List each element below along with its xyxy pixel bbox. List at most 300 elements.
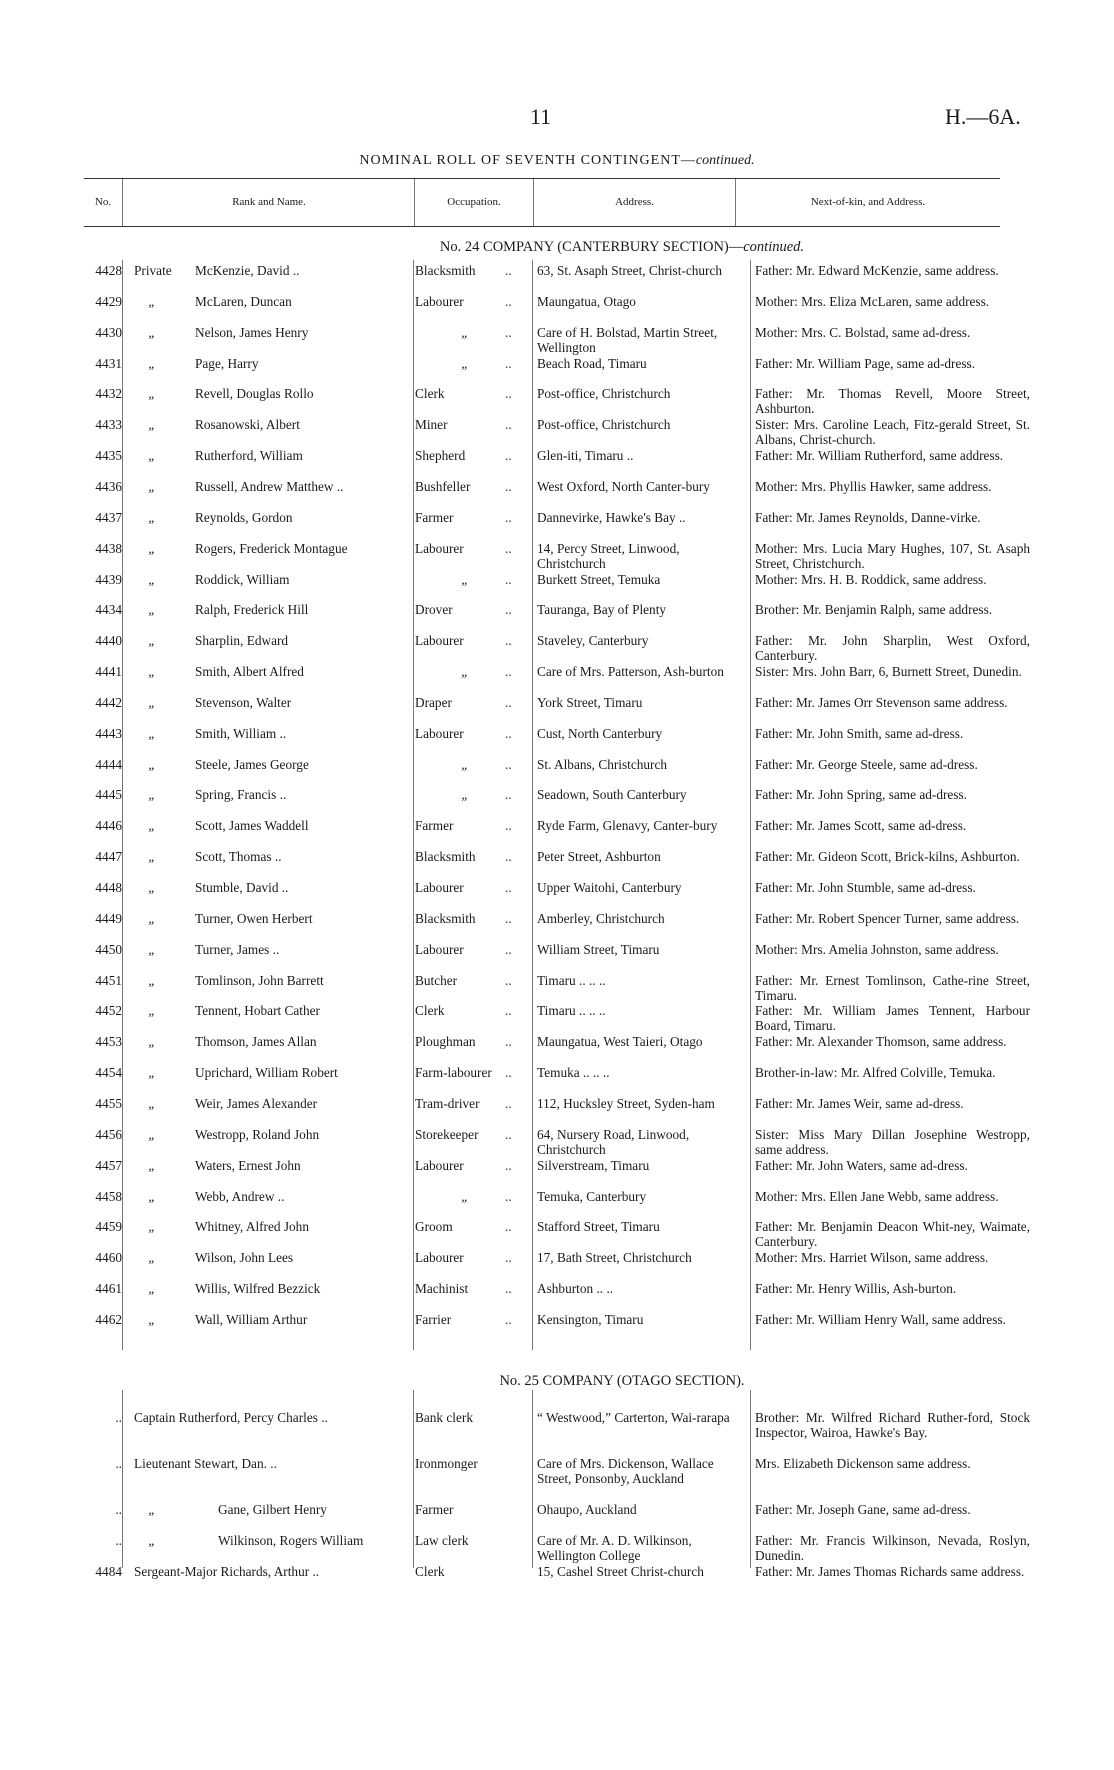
row-address: Stafford Street, Timaru [537,1219,660,1235]
row-number: 4484 [95,1564,122,1579]
row-number: .. [115,1502,122,1517]
row-rank: „ [148,478,156,494]
row-address: York Street, Timaru [537,694,643,710]
dot-leader: .. [505,509,512,525]
row-address: Tauranga, Bay of Plenty [537,602,667,618]
row-rank: „ [148,293,156,309]
row-number: 4455 [95,1095,122,1111]
table-row [0,479,1114,509]
row-name: Ralph, Frederick Hill [195,602,309,618]
row-name: Whitney, Alfred John [195,1219,309,1235]
table-row [0,1281,1114,1311]
row-next-of-kin: Father: Mr. Ernest Tomlinson, Cathe-rine Street, Timaru. [755,972,1030,1003]
row-rank: „ [148,1502,156,1517]
row-occupation: Labourer [415,540,464,556]
row-number: 4459 [95,1219,122,1235]
table-row [0,325,1114,355]
row-occupation: Farmer [415,1502,454,1517]
row-rank: „ [148,355,156,371]
row-number: 4430 [95,324,122,340]
dot-leader: .. [505,448,512,464]
row-rank: „ [148,694,156,710]
row-occupation: „ [461,787,469,803]
row-address: 17, Bath Street, Christchurch [537,1250,692,1266]
row-name: Smith, Albert Alfred [195,664,304,680]
dot-leader: .. [505,1219,512,1235]
title-main: NOMINAL ROLL OF SEVENTH CONTINGENT— [359,153,696,168]
table-row [0,1312,1114,1342]
row-number: 4439 [95,571,122,587]
row-occupation: Tram-driver [415,1095,480,1111]
row-name: Russell, Andrew Matthew .. [195,478,344,494]
dot-leader: .. [505,324,512,340]
row-rank: „ [148,910,156,926]
row-occupation: Law clerk [415,1533,469,1548]
table-row [0,664,1114,694]
row-rank: „ [148,386,156,402]
row-number: 4429 [95,293,122,309]
row-next-of-kin: Father: Mr. John Waters, same ad-dress. [755,1157,968,1173]
row-number: 4461 [95,1281,122,1297]
row-rank: „ [148,1003,156,1019]
row-occupation: Labourer [415,293,464,309]
row-name: Nelson, James Henry [195,324,309,340]
row-next-of-kin: Mother: Mrs. Lucia Mary Hughes, 107, St. Asaph Street, Christchurch. [755,540,1030,571]
row-address: 112, Hucksley Street, Syden-ham [537,1095,715,1111]
row-next-of-kin: Father: Mr. Benjamin Deacon Whit-ney, Waimate, Canterbury. [755,1219,1030,1250]
row-rank: „ [148,1065,156,1081]
row-rank: „ [148,540,156,556]
row-occupation: „ [461,1188,469,1204]
row-occupation: Farm-labourer [415,1065,492,1081]
row-occupation: Labourer [415,633,464,649]
row-rank: „ [148,756,156,772]
dot-leader: .. [505,355,512,371]
dot-leader: .. [505,263,512,278]
table-row [0,1533,1114,1563]
row-rank: „ [148,417,156,433]
dot-leader: .. [505,664,512,680]
table-row [0,510,1114,540]
row-rank: „ [148,880,156,895]
row-occupation: Labourer [415,880,464,895]
row-occupation: Labourer [415,1250,464,1266]
row-name: Rosanowski, Albert [195,417,300,433]
row-next-of-kin: Father: Mr. William Page, same ad-dress. [755,355,976,371]
row-next-of-kin: Mother: Mrs. Eliza McLaren, same address. [755,293,990,309]
row-next-of-kin: Father: Mr. George Steele, same ad-dress. [755,756,978,772]
row-number: 4449 [95,910,122,926]
row-address: Post-office, Christchurch [537,417,671,433]
row-next-of-kin: Father: Mr. John Spring, same ad-dress. [755,787,967,803]
row-rank: „ [148,1034,156,1050]
row-occupation: Miner [415,417,448,433]
row-name: Westropp, Roland John [195,1126,320,1142]
table-row [0,1456,1114,1486]
row-number: 4435 [95,448,122,464]
row-address: 15, Cashel Street Christ-church [537,1564,704,1579]
row-rank: „ [148,1281,156,1297]
section-heading-canterbury [0,239,1114,256]
row-number: 4433 [95,417,122,433]
row-name: Uprichard, William Robert [195,1065,338,1081]
row-address: Amberley, Christchurch [537,910,665,926]
row-name: Willis, Wilfred Bezzick [195,1281,321,1297]
table-row [0,294,1114,324]
row-next-of-kin: Father: Mr. Gideon Scott, Brick-kilns, Ashburton. [755,849,1020,865]
row-occupation: Draper [415,694,452,710]
row-number: .. [115,1456,122,1471]
row-next-of-kin: Mrs. Elizabeth Dickenson same address. [755,1456,971,1471]
table-row [0,942,1114,972]
dot-leader: .. [505,540,512,556]
row-address: Kensington, Timaru [537,1311,644,1327]
row-next-of-kin: Sister: Mrs. Caroline Leach, Fitz-gerald Street, St. Albans, Christ-church. [755,417,1030,448]
dot-leader: .. [505,1188,512,1204]
row-number: 4447 [95,849,122,865]
row-address: Maungatua, Otago [537,293,636,309]
row-address: Beach Road, Timaru [537,355,647,371]
row-number: 4431 [95,355,122,371]
table-row [0,973,1114,1003]
row-number: 4436 [95,478,122,494]
table-row [0,448,1114,478]
row-address: Post-office, Christchurch [537,386,671,402]
row-next-of-kin: Mother: Mrs. Ellen Jane Webb, same address. [755,1188,999,1204]
row-rank: „ [148,787,156,803]
row-occupation: Ironmonger [415,1456,478,1471]
row-next-of-kin: Father: Mr. James Thomas Richards same address. [755,1564,1025,1579]
row-name: Rogers, Frederick Montague [195,540,348,556]
row-name: Weir, James Alexander [195,1095,318,1111]
row-number: 4448 [95,880,122,895]
row-rank: „ [148,1533,156,1548]
table-row [0,1065,1114,1095]
row-next-of-kin: Sister: Miss Mary Dillan Josephine Westropp, same address. [755,1126,1030,1157]
table-row [0,726,1114,756]
header-address: Address. [615,196,654,208]
row-next-of-kin: Brother: Mr. Benjamin Ralph, same address. [755,602,993,618]
row-address: West Oxford, North Canter-bury [537,478,710,494]
row-next-of-kin: Father: Mr. Joseph Gane, same ad-dress. [755,1502,971,1517]
table-row [0,602,1114,632]
row-name: Stevenson, Walter [195,694,292,710]
row-number: 4441 [95,664,122,680]
row-address: Care of Mrs. Dickenson, Wallace Street, Ponsonby, Auckland [537,1456,714,1486]
row-next-of-kin: Mother: Mrs. H. B. Roddick, same address. [755,571,987,587]
row-address: William Street, Timaru [537,941,660,957]
table-row [0,911,1114,941]
dot-leader: .. [505,694,512,710]
dot-leader: .. [505,972,512,988]
dot-leader: .. [505,602,512,618]
row-next-of-kin: Father: Mr. Edward McKenzie, same address. [755,263,999,278]
table-row [0,1158,1114,1188]
row-address: Burkett Street, Temuka [537,571,661,587]
row-rank: „ [148,972,156,988]
row-rank: „ [148,849,156,865]
dot-leader: .. [505,1311,512,1327]
row-name: Sharplin, Edward [195,633,289,649]
table-row [0,541,1114,571]
table-row [0,1564,1114,1594]
row-address: Peter Street, Ashburton [537,849,661,865]
table-row [0,1250,1114,1280]
dot-leader: .. [505,1126,512,1142]
row-name: McKenzie, David .. [195,263,300,278]
row-name: Wall, William Arthur [195,1311,308,1327]
row-occupation: Blacksmith [415,849,476,865]
row-occupation: Blacksmith [415,263,476,278]
table-row [0,1003,1114,1033]
row-address: Care of Mr. A. D. Wilkinson, Wellington College [537,1533,692,1563]
header-divider [735,179,736,226]
document-reference: H.—6A. [945,104,1021,129]
row-name: Stumble, David .. [195,880,289,895]
row-address: Temuka .. .. .. [537,1065,610,1081]
row-name: Tomlinson, John Barrett [195,972,324,988]
dot-leader: .. [505,478,512,494]
row-number: 4442 [95,694,122,710]
section-continued: continued. [743,239,805,255]
row-name: Spring, Francis .. [195,787,287,803]
row-number: 4440 [95,633,122,649]
row-address: Timaru .. .. .. [537,1003,606,1019]
row-next-of-kin: Brother-in-law: Mr. Alfred Colville, Temuka. [755,1065,996,1081]
row-next-of-kin: Father: Mr. William James Tennent, Harbour Board, Timaru. [755,1003,1030,1034]
row-rank: „ [148,1219,156,1235]
row-number: 4450 [95,941,122,957]
row-rank: „ [148,1157,156,1173]
dot-leader: .. [505,880,512,895]
row-occupation: Machinist [415,1281,469,1297]
table-row [0,1219,1114,1249]
dot-leader: .. [505,1281,512,1297]
row-name: Gane, Gilbert Henry [218,1502,327,1517]
row-address: Ashburton .. .. [537,1281,614,1297]
row-number: 4453 [95,1034,122,1050]
table-row [0,849,1114,879]
row-address: Timaru .. .. .. [537,972,606,988]
row-address: Ohaupo, Auckland [537,1502,637,1517]
header-next-of-kin: Next-of-kin, and Address. [810,196,926,208]
row-name: Turner, James .. [195,941,280,957]
row-next-of-kin: Sister: Mrs. John Barr, 6, Burnett Street, Dunedin. [755,664,1022,680]
section-title: No. 24 COMPANY (CANTERBURY SECTION)— [439,239,744,255]
table-row [0,1189,1114,1219]
row-rank: „ [148,633,156,649]
table-row [0,263,1114,293]
row-occupation: Bushfeller [415,478,471,494]
row-next-of-kin: Father: Mr. Robert Spencer Turner, same address. [755,910,1020,926]
row-occupation: „ [461,756,469,772]
row-rank: „ [148,725,156,741]
row-name: Tennent, Hobart Cather [195,1003,320,1019]
row-name: Revell, Douglas Rollo [195,386,314,402]
table-header [84,178,1000,227]
dot-leader: .. [505,633,512,649]
row-rank: „ [148,509,156,525]
row-address: Temuka, Canterbury [537,1188,647,1204]
row-address: Dannevirke, Hawke's Bay .. [537,509,686,525]
row-next-of-kin: Father: Mr. Alexander Thomson, same address. [755,1034,1007,1050]
dot-leader: .. [505,571,512,587]
row-address: Silverstream, Timaru [537,1157,650,1173]
row-address: Care of H. Bolstad, Martin Street, Wellington [537,324,718,355]
row-occupation: Clerk [415,1564,445,1579]
row-name: Wilkinson, Rogers William [218,1533,364,1548]
row-number: .. [115,1533,122,1548]
row-next-of-kin: Father: Mr. Thomas Revell, Moore Street, Ashburton. [755,386,1030,417]
row-rank: „ [148,1188,156,1204]
row-number: 4434 [95,602,122,618]
row-address: Ryde Farm, Glenavy, Canter-bury [537,818,718,834]
dot-leader: .. [505,1095,512,1111]
dot-leader: .. [505,725,512,741]
row-occupation: Drover [415,602,453,618]
row-name: McLaren, Duncan [195,293,292,309]
table-row [0,880,1114,910]
table-row [0,818,1114,848]
row-name: Turner, Owen Herbert [195,910,313,926]
row-number: 4458 [95,1188,122,1204]
row-next-of-kin: Father: Mr. Henry Willis, Ash-burton. [755,1281,957,1297]
table-row [0,1410,1114,1440]
row-name: Thomson, James Allan [195,1034,317,1050]
row-name: Smith, William .. [195,725,287,741]
row-address: Maungatua, West Taieri, Otago [537,1034,703,1050]
row-occupation: Shepherd [415,448,466,464]
table-row [0,1127,1114,1157]
row-number: 4462 [95,1311,122,1327]
row-next-of-kin: Father: Mr. William Rutherford, same address. [755,448,1004,464]
table-row [0,757,1114,787]
row-rank: Sergeant-Major Richards, Arthur .. [134,1564,320,1579]
table-row [0,695,1114,725]
table-row [0,1096,1114,1126]
header-no: No. [94,196,112,208]
row-address: St. Albans, Christchurch [537,756,668,772]
row-number: .. [115,1410,122,1425]
row-next-of-kin: Father: Mr. John Sharplin, West Oxford, Canterbury. [755,633,1030,664]
row-occupation: Ploughman [415,1034,476,1050]
row-number: 4432 [95,386,122,402]
row-name: Roddick, William [195,571,290,587]
row-address: Care of Mrs. Patterson, Ash-burton [537,664,724,680]
page-number: 11 [530,104,552,129]
row-name: Wilson, John Lees [195,1250,294,1266]
row-name: Rutherford, William [195,448,303,464]
row-rank: „ [148,664,156,680]
row-number: 4443 [95,725,122,741]
row-next-of-kin: Father: Mr. John Stumble, same ad-dress. [755,880,976,895]
row-next-of-kin: Father: Mr. Francis Wilkinson, Nevada, Roslyn, Dunedin. [755,1533,1030,1563]
dot-leader: .. [505,1157,512,1173]
row-occupation: Farmer [415,509,454,525]
row-number: 4460 [95,1250,122,1266]
row-next-of-kin: Mother: Mrs. Amelia Johnston, same address. [755,941,999,957]
table-row [0,572,1114,602]
row-occupation: Bank clerk [415,1410,473,1425]
dot-leader: .. [505,293,512,309]
row-next-of-kin: Father: Mr. James Weir, same ad-dress. [755,1095,964,1111]
row-address: 64, Nursery Road, Linwood, Christchurch [537,1126,690,1157]
dot-leader: .. [505,849,512,865]
title-continued: continued. [695,153,755,168]
row-next-of-kin: Father: Mr. James Reynolds, Danne-virke. [755,509,981,525]
row-name: Scott, James Waddell [195,818,309,834]
table-row [0,787,1114,817]
dot-leader: .. [505,1003,512,1019]
row-name: Webb, Andrew .. [195,1188,285,1204]
dot-leader: .. [505,386,512,402]
dot-leader: .. [505,1065,512,1081]
row-address: 14, Percy Street, Linwood, Christchurch [537,540,680,571]
table-row [0,356,1114,386]
row-rank: „ [148,1095,156,1111]
row-next-of-kin: Mother: Mrs. Phyllis Hawker, same address. [755,478,992,494]
row-rank: „ [148,571,156,587]
header-divider [414,179,415,226]
row-occupation: Butcher [415,972,458,988]
row-rank: Private [134,263,172,278]
row-address: 63, St. Asaph Street, Christ-church [537,263,723,278]
row-occupation: Labourer [415,1157,464,1173]
row-next-of-kin: Father: Mr. James Orr Stevenson same address. [755,694,1008,710]
row-rank: „ [148,1311,156,1327]
row-occupation: Farrier [415,1311,452,1327]
row-occupation: Storekeeper [415,1126,479,1142]
row-number: 4428 [95,263,122,278]
row-rank: „ [148,941,156,957]
table-row [0,633,1114,663]
row-address: Seadown, South Canterbury [537,787,687,803]
table-row [0,1502,1114,1532]
table-row [0,386,1114,416]
row-name: Page, Harry [195,355,259,371]
dot-leader: .. [505,787,512,803]
row-rank: „ [148,1250,156,1266]
row-name: Steele, James George [195,756,309,772]
row-occupation: Clerk [415,1003,445,1019]
row-number: 4457 [95,1157,122,1173]
row-next-of-kin: Mother: Mrs. C. Bolstad, same ad-dress. [755,324,971,340]
row-rank: „ [148,448,156,464]
page-title [0,153,1114,169]
row-address: Staveley, Canterbury [537,633,649,649]
row-address: Glen-iti, Timaru .. [537,448,634,464]
dot-leader: .. [505,1250,512,1266]
row-name: Waters, Ernest John [195,1157,301,1173]
row-occupation: „ [461,355,469,371]
row-occupation: „ [461,324,469,340]
row-number: 4437 [95,509,122,525]
row-rank: „ [148,818,156,834]
dot-leader: .. [505,818,512,834]
row-number: 4445 [95,787,122,803]
row-occupation: Clerk [415,386,445,402]
row-number: 4444 [95,756,122,772]
row-occupation: „ [461,571,469,587]
row-occupation: Labourer [415,941,464,957]
dot-leader: .. [505,417,512,433]
row-occupation: Groom [415,1219,453,1235]
row-next-of-kin: Mother: Mrs. Harriet Wilson, same address. [755,1250,989,1266]
section-heading-otago [0,1373,1114,1390]
table-row [0,1034,1114,1064]
row-rank: „ [148,602,156,618]
row-rank: „ [148,324,156,340]
